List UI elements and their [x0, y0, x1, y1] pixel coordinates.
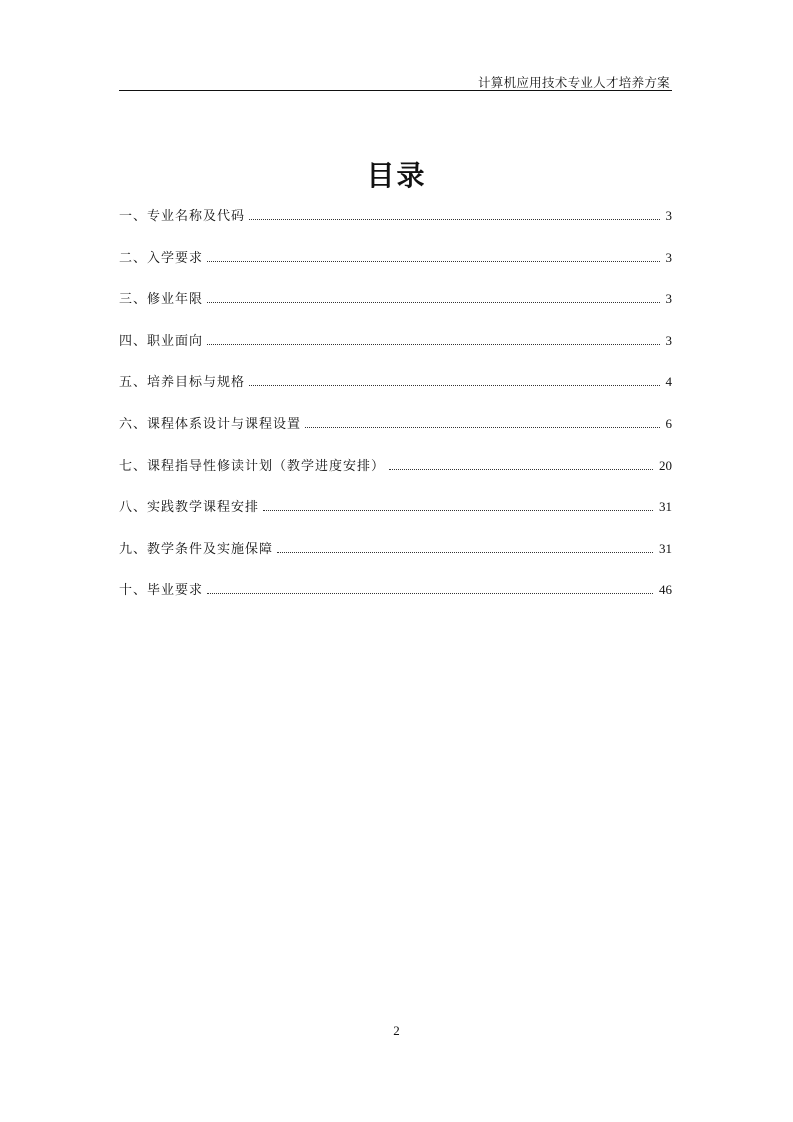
toc-entry[interactable] [119, 454, 672, 496]
toc-entry[interactable] [119, 370, 672, 412]
toc-entry-label: 六、课程体系设计与课程设置 [119, 416, 302, 432]
toc-entry-label: 十、毕业要求 [119, 583, 204, 599]
toc-entry-label: 七、课程指导性修读计划（教学进度安排） [119, 458, 386, 474]
toc-entry-label: 二、入学要求 [119, 250, 204, 266]
header-divider [119, 90, 672, 91]
dot-leader [207, 302, 659, 303]
dot-leader [249, 385, 659, 386]
dot-leader [263, 510, 653, 511]
table-of-contents [119, 204, 672, 620]
toc-entry[interactable] [119, 537, 672, 579]
toc-entry[interactable] [119, 204, 672, 246]
toc-entry[interactable] [119, 578, 672, 620]
running-header: 计算机应用技术专业人才培养方案 [477, 75, 670, 90]
dot-leader [207, 261, 659, 262]
toc-entry[interactable] [119, 329, 672, 371]
toc-entry-page: 46 [659, 582, 672, 598]
toc-entry-label: 八、实践教学课程安排 [119, 500, 260, 516]
toc-entry-label: 三、修业年限 [119, 292, 204, 308]
toc-entry-page: 20 [659, 457, 672, 473]
dot-leader [207, 344, 659, 345]
page-number: 2 [393, 1023, 400, 1038]
toc-entry[interactable] [119, 412, 672, 454]
dot-leader [389, 469, 653, 470]
toc-entry-label: 四、职业面向 [119, 333, 204, 349]
toc-entry-label: 九、教学条件及实施保障 [119, 541, 274, 557]
dot-leader [277, 552, 653, 553]
dot-leader [305, 427, 659, 428]
toc-entry-label: 五、培养目标与规格 [119, 375, 246, 391]
toc-title: 目录 [366, 159, 427, 192]
toc-entry-page: 3 [665, 208, 672, 223]
toc-entry-page: 4 [665, 374, 672, 390]
dot-leader [207, 593, 653, 594]
toc-entry[interactable] [119, 246, 672, 288]
toc-entry-page: 3 [665, 291, 672, 307]
toc-entry[interactable] [119, 287, 672, 329]
toc-entry-page: 31 [659, 499, 672, 515]
toc-entry-page: 3 [665, 332, 672, 348]
toc-entry-page: 6 [665, 415, 672, 431]
toc-entry-page: 3 [665, 249, 672, 265]
toc-entry[interactable] [119, 495, 672, 537]
toc-entry-label: 一、专业名称及代码 [119, 209, 246, 224]
toc-entry-page: 31 [659, 540, 672, 556]
dot-leader [249, 219, 659, 220]
